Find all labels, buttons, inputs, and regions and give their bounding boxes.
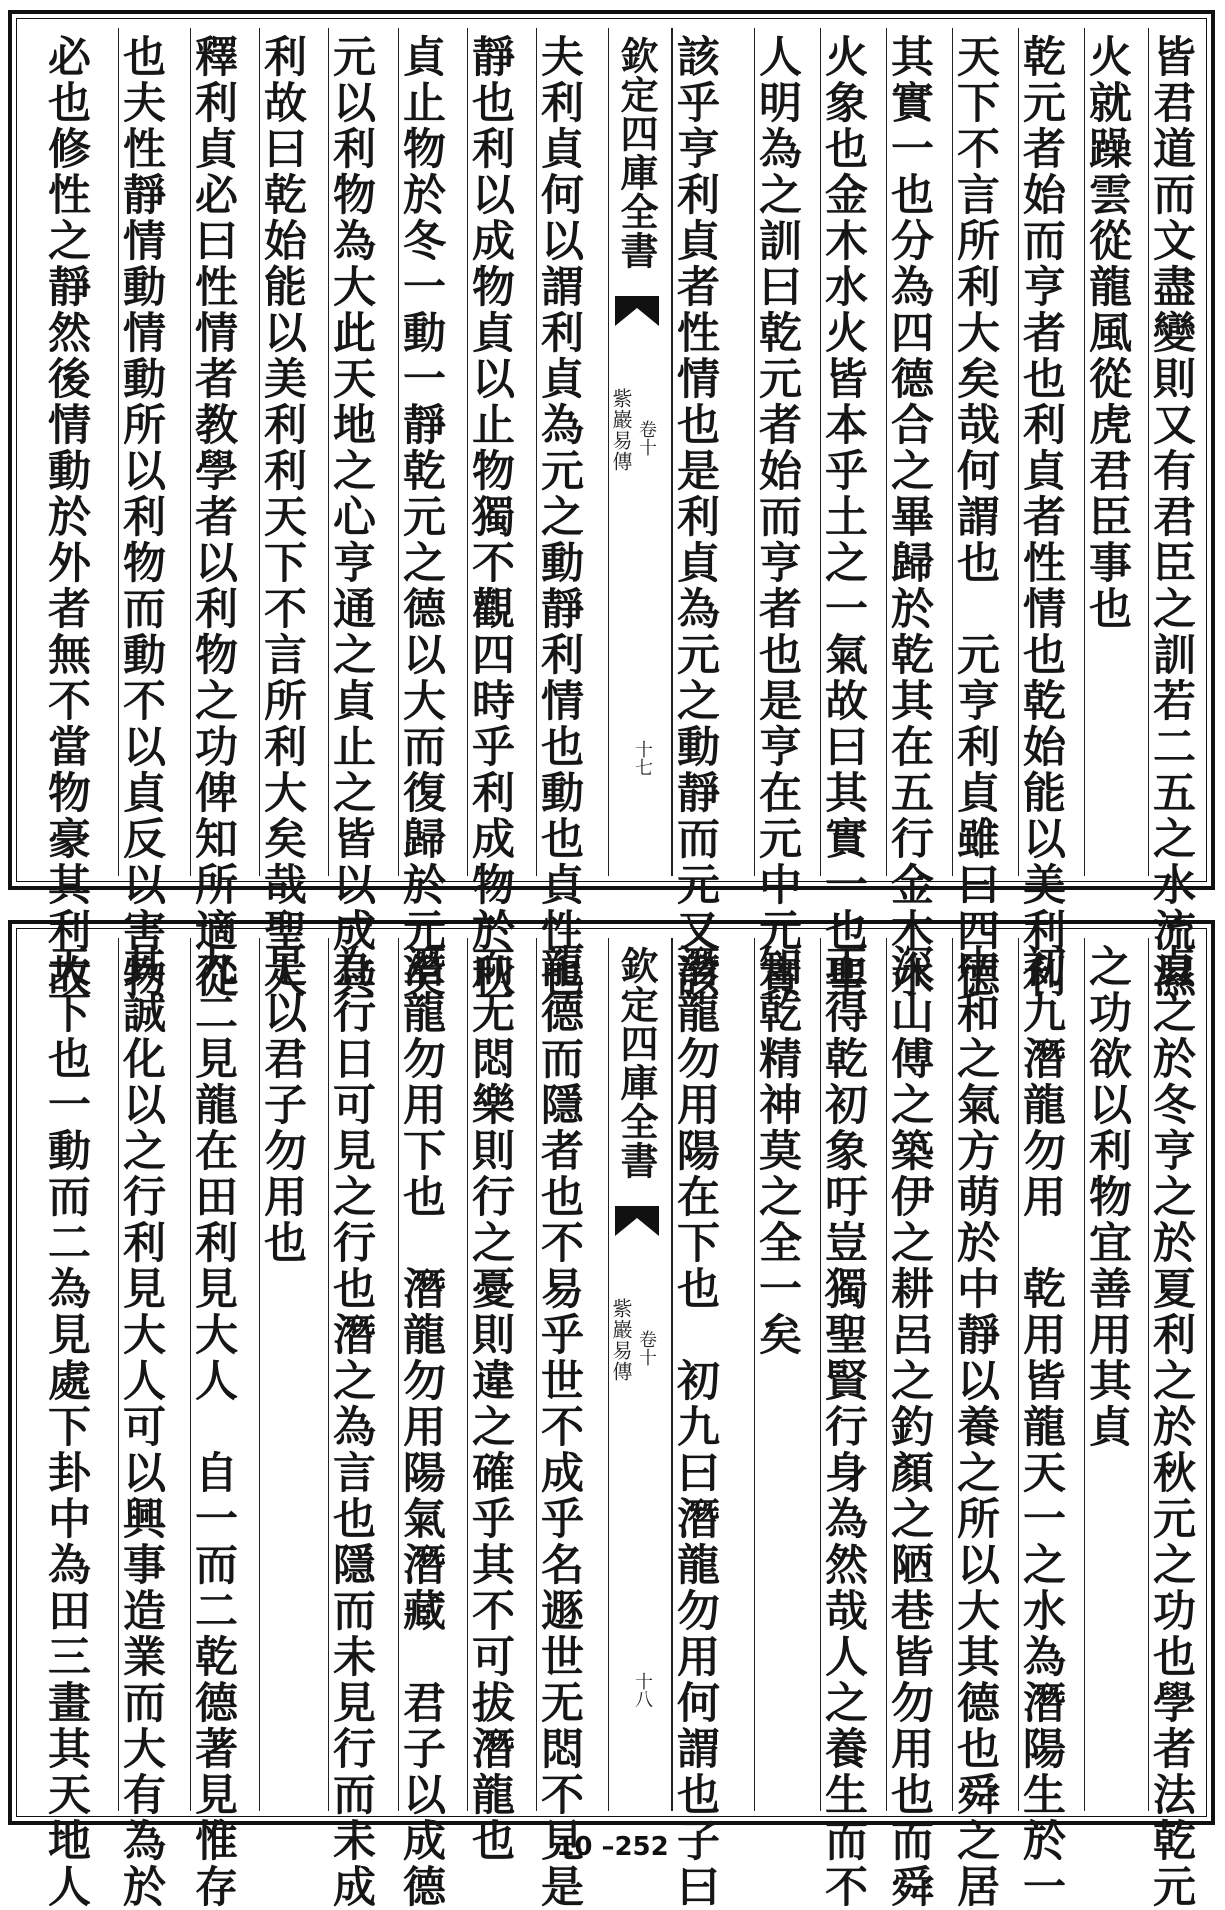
banner-subtitle: 紫巖易傳: [609, 388, 633, 472]
top-page-frame: [8, 10, 1215, 1000]
column-text: 貞之於冬亨之於夏利之於秋元之功也學者法乾元: [1146, 944, 1196, 1910]
text-column: [818, 28, 886, 1000]
column-text: 知乾精神莫之全一矣: [752, 944, 802, 1358]
banner-volume: 卷十: [636, 1330, 657, 1366]
column-text: 夫利貞何以謂利貞為元之動靜利情也動也貞性也: [534, 34, 584, 1000]
text-column: [950, 938, 1018, 1910]
text-column: [116, 28, 190, 1000]
text-column: [670, 938, 754, 1910]
banner-volume: 卷十: [636, 420, 657, 456]
text-column: [884, 28, 952, 1000]
text-column: [1146, 28, 1205, 1000]
text-column: [1084, 28, 1148, 876]
column-text: 是以君子勿用也: [257, 944, 307, 1266]
center-banner: [608, 938, 672, 1811]
column-text: 火就躁雲從龍風從虎君臣事也: [1082, 34, 1132, 632]
text-column: [884, 938, 952, 1910]
column-text: 為行日可見之行也潛之為言也隱而未見行而未成: [326, 944, 376, 1910]
column-text: 靜也利以成物貞以止物獨不觀四時乎利成物於秋: [465, 34, 515, 1000]
column-text: 貞止物於冬一動一靜乾元之德以大而復歸於元矣: [396, 34, 446, 1000]
column-text: 乾元者始而亨者也利貞者性情也乾始能以美利利: [1016, 34, 1066, 1000]
page-number: 10 –252: [556, 1832, 669, 1862]
column-text: 利故曰乾始能以美利利天下不言所利大矣哉聖人: [257, 34, 307, 1000]
banner-subtitle: 紫巖易傳: [609, 1298, 633, 1382]
text-column: [188, 28, 259, 1000]
text-column: [752, 28, 820, 1000]
text-column: [188, 938, 259, 1910]
text-column: [396, 28, 467, 1000]
text-column: [818, 938, 886, 1910]
text-column: [41, 28, 118, 1000]
column-text: 龍德而隱者也不易乎世不成乎名遯世无悶不見是: [534, 944, 584, 1910]
banner-title: 欽定四庫全書: [614, 36, 659, 270]
text-column: [1016, 938, 1084, 1910]
column-text: 天下不言所利大矣哉何謂也 元亨利貞雖曰四德: [950, 34, 1000, 1000]
column-text: 必也修性之靜然後情動於外者無不當物豪其利故: [41, 34, 91, 1000]
column-text: 之功欲以利物宜善用其貞: [1082, 944, 1132, 1450]
text-column: [534, 28, 608, 1000]
text-column: [257, 28, 328, 1000]
text-column: [1084, 938, 1148, 1811]
text-column: [754, 938, 820, 1811]
center-banner: [608, 28, 672, 876]
text-column: [465, 28, 536, 1000]
column-text: 其實一也分為四德合之畢歸於乾其在五行金木水: [884, 34, 934, 1000]
text-column: [1016, 28, 1084, 1000]
column-text: 釋利貞必曰性情者教學者以利物之功俾知所適從: [188, 34, 238, 1000]
column-text: 皆君道而文盡變則又有君臣之訓若二五之水流濕: [1146, 34, 1196, 1000]
column-text: 天下也一動而二為見處下卦中為田三畫其天地人: [41, 944, 91, 1910]
fishtail-icon: [615, 1206, 659, 1236]
column-text: 而无悶樂則行之憂則違之確乎其不可拔潛龍也: [465, 944, 515, 1864]
text-column: [396, 938, 467, 1910]
text-column: [950, 28, 1018, 1000]
column-text: 火象也金木水火皆本乎土之一氣故曰其實一也聖: [818, 34, 868, 1000]
column-text: 深山傅之築伊之耕呂之釣顏之陋巷皆勿用也而舜: [884, 944, 934, 1910]
column-text: 潛龍勿用陽在下也 初九曰潛龍勿用何謂也子曰: [670, 944, 720, 1910]
column-text: 正得乾初象吁豈獨聖賢行身為然哉人之養生而不: [818, 944, 868, 1910]
text-column: [326, 938, 398, 1910]
column-text: 該乎亨利貞者性情也是利貞為元之動靜而元又該: [670, 34, 720, 1000]
text-column: [326, 28, 398, 1000]
text-column: [670, 28, 754, 1000]
banner-title: 欽定四庫全書: [614, 946, 659, 1180]
column-text: 其誠化以之行利見大人可以興事造業而大有為於: [116, 944, 166, 1910]
text-column: [534, 938, 608, 1910]
text-column: [259, 938, 328, 1811]
column-text: 元以利物為大此天地之心亨通之貞止之皆以成其: [326, 34, 376, 1000]
column-text: 九二見龍在田利見大人 自一而二乾德著見惟存: [188, 944, 238, 1910]
text-column: [116, 938, 190, 1910]
column-text: 也夫性靜情動情動所以利物而動不以貞反以害物: [116, 34, 166, 1000]
text-column: [465, 938, 536, 1864]
column-text: 初九潛龍勿用 乾用皆龍天一之水為潛陽生於一: [1016, 944, 1066, 1910]
text-column: [1146, 938, 1205, 1910]
leaf-number: 十八: [632, 1672, 653, 1708]
column-text: 潛龍勿用下也 潛龍勿用陽氣潛藏 君子以成德: [396, 944, 446, 1910]
column-text: 中和之氣方萌於中靜以養之所以大其德也舜之居: [950, 944, 1000, 1910]
text-column: [41, 938, 118, 1910]
column-text: 人明為之訓曰乾元者始而亨者也是亨在元中元實: [752, 34, 802, 1000]
leaf-number: 十七: [632, 740, 653, 776]
fishtail-icon: [615, 296, 659, 326]
